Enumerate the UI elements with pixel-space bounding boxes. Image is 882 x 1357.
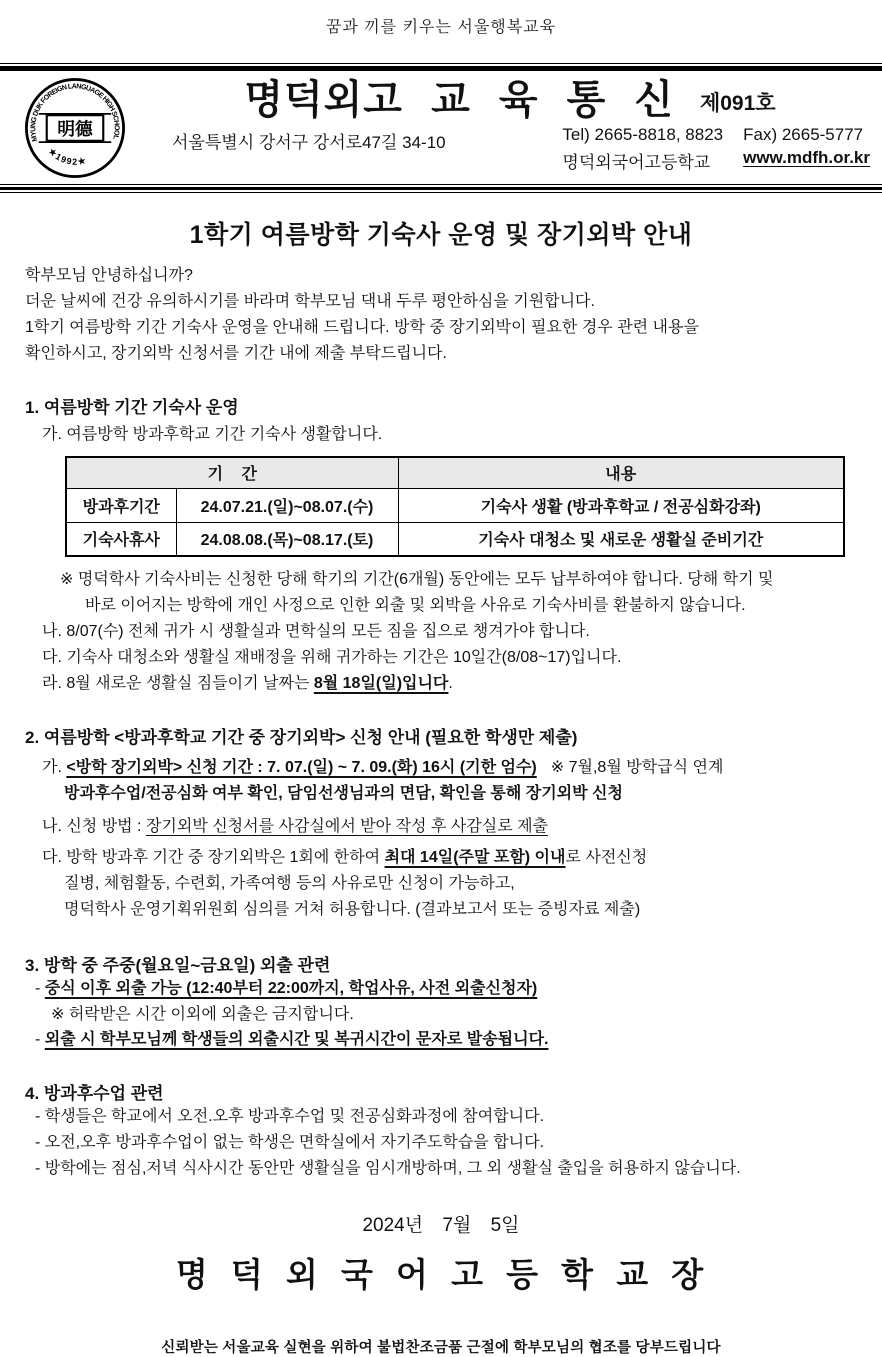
section-4-bullet-3: - 방학에는 점심,저녁 식사시간 동안만 생활실을 임시개방하며, 그 외 생활실 출입을 허용하지 않습니다. — [35, 1159, 741, 1177]
principal-signature: 명 덕 외 국 어 고 등 학 교 장 — [175, 1255, 707, 1293]
top-slogan: 꿈과 끼를 키우는 서울행복교육 — [325, 19, 557, 36]
newsletter-title: 명덕외고 교 육 통 신 — [244, 77, 674, 122]
seal-year-text: ★1992★ — [46, 145, 88, 167]
greeting-line: 확인하시고, 장기외박 신청서를 기간 내에 제출 부탁드립니다. — [25, 345, 447, 362]
header-bottom-rule — [0, 184, 882, 194]
row-dates: 24.08.08.(목)~08.17.(토) — [176, 522, 398, 556]
row-desc: 기숙사 생활 (방과후학교 / 전공심화강좌) — [398, 488, 844, 522]
document-title: 1학기 여름방학 기숙사 운영 및 장기외박 안내 — [189, 221, 693, 249]
item-na-prefix: 나. 신청 방법 : — [42, 818, 146, 835]
masthead — [0, 71, 882, 184]
application-period-emphasis: <방학 장기외박> 신청 기간 : 7. 07.(일) ~ 7. 09.(화) 16시 (기한 엄수) — [66, 759, 537, 776]
max-days-emphasis: 최대 14일(주말 포함) 이내 — [384, 849, 566, 866]
website-url: www.mdfh.or.kr — [743, 147, 870, 167]
issue-number: 제091호 — [699, 91, 776, 115]
sms-notification-emphasis: 외출 시 학부모님께 학생들의 외출시간 및 복귀시간이 문자로 발송됩니다. — [44, 1031, 549, 1048]
item-da-suffix: 로 사전신청 — [565, 849, 648, 866]
section-2-item-da — [25, 845, 857, 871]
section-3-bullet-1 — [25, 976, 857, 1002]
greeting-line: 학부모님 안녕하십니까? — [25, 267, 193, 284]
item-ra-suffix: . — [448, 675, 453, 692]
bullet-dash: - — [35, 980, 45, 997]
dorm-schedule-table — [65, 456, 845, 557]
section-3-note: ※ 허락받은 시간 이외에 외출은 금지합니다. — [51, 1005, 354, 1023]
application-method-underline: 장기외박 신청서를 사감실에서 받아 작성 후 사감실로 제출 — [145, 818, 549, 835]
greeting-line: 더운 날씨에 건강 유의하시기를 바라며 학부모님 댁내 두루 평안하심을 기원합니다. — [25, 293, 595, 310]
section-2-heading: 2. 여름방학 <방과후학교 기간 중 장기외박> 신청 안내 (필요한 학생만 제출) — [25, 728, 578, 747]
row-desc: 기숙사 대청소 및 새로운 생활실 준비기간 — [398, 522, 844, 556]
section-1-heading: 1. 여름방학 기간 기숙사 운영 — [25, 398, 239, 417]
section-2-item-na — [25, 814, 857, 840]
table-row — [66, 488, 844, 522]
dorm-fee-note-line1: ※ 명덕학사 기숙사비는 신청한 당해 학기의 기간(6개월) 동안에는 모두 납부하여야 합니다. 당해 학기 및 — [60, 571, 774, 588]
greeting-line: 1학기 여름방학 기간 기숙사 운영을 안내해 드립니다. 방학 중 장기외박이 필요한 경우 관련 내용을 — [25, 319, 699, 336]
school-address: 서울특별시 강서구 강서로47길 34-10 — [172, 132, 446, 152]
greeting-paragraph — [25, 263, 857, 367]
table-header-row — [66, 457, 844, 488]
section-1-item-da: 다. 기숙사 대청소와 생활실 재배정을 위해 귀가하는 기간은 10일간(8/08~17)입니다. — [42, 649, 622, 666]
item-da-prefix: 다. 방학 방과후 기간 중 장기외박은 1회에 한하여 — [42, 849, 385, 866]
dorm-fee-note-line2: 바로 이어지는 방학에 개인 사정으로 인한 외출 및 외박을 사유로 기숙사비를 환불하지 않습니다. — [85, 597, 746, 614]
bottom-slogan: 신뢰받는 서울교육 실현을 위하여 불법찬조금품 근절에 학부모님의 협조를 당부드립니다 — [161, 1339, 721, 1356]
section-2-item-ga-line2: 방과후수업/전공심화 여부 확인, 담임선생님과의 면담, 확인을 통해 장기외박 신청 — [64, 785, 623, 802]
table-header-period: 기 간 — [66, 457, 398, 488]
meal-plan-note: ※ 7월,8월 방학급식 연계 — [550, 759, 724, 776]
section-2-item-ga — [25, 755, 857, 781]
section-4-heading: 4. 방과후수업 관련 — [25, 1083, 164, 1103]
bullet-dash: - — [35, 1031, 45, 1048]
item-ga-prefix: 가. — [42, 759, 67, 776]
item-ra-prefix: 라. 8월 새로운 생활실 짐들이기 날짜는 — [42, 675, 314, 692]
section-3-bullet-2 — [25, 1027, 857, 1053]
section-3-weekday-outing — [25, 951, 857, 1053]
row-label: 기숙사휴사 — [66, 522, 176, 556]
header-top-rule — [0, 63, 882, 71]
masthead-info-row — [150, 125, 870, 173]
section-3-heading: 3. 방학 중 주중(월요일~금요일) 외출 관련 — [25, 956, 331, 975]
section-4-bullet-1: - 학생들은 학교에서 오전.오후 방과후수업 및 전공심화과정에 참여합니다. — [35, 1107, 545, 1125]
outing-allowed-emphasis: 중식 이후 외출 가능 (12:40부터 22:00까지, 학업사유, 사전 외출신청자) — [44, 980, 538, 997]
issue-date: 2024년 7월 5일 — [362, 1214, 520, 1236]
seal-ring-text: MYUNG DUK FOREIGN LANGUAGE HIGH SCHOOL — [30, 82, 120, 142]
school-seal-logo — [22, 75, 128, 181]
section-1-dormitory-operation — [25, 393, 857, 697]
school-name: 명덕외국어고등학교 — [562, 152, 711, 172]
fax-number: Fax) 2665-5777 — [743, 124, 864, 144]
section-1-item-ra — [25, 671, 857, 697]
row-label: 방과후기간 — [66, 488, 176, 522]
masthead-title-row — [150, 77, 870, 123]
section-2-long-leave-application — [25, 723, 857, 923]
seal-center-text: 明德 — [57, 118, 93, 139]
section-2-item-da-line2: 질병, 체험활동, 수련회, 가족여행 등의 사유로만 신청이 가능하고, — [64, 875, 515, 892]
move-in-date-emphasis: 8월 18일(일)입니다 — [313, 675, 449, 692]
section-4-afterschool-classes — [25, 1079, 857, 1182]
section-2-item-da-line3: 명덕학사 운영기획위원회 심의를 거쳐 허용합니다. (결과보고서 또는 증빙자료 제출) — [64, 901, 641, 918]
section-4-bullet-2: - 오전,오후 방과후수업이 없는 학생은 면학실에서 자기주도학습을 합니다. — [35, 1133, 545, 1151]
section-1-item-ga: 가. 여름방학 방과후학교 기간 기숙사 생활합니다. — [42, 426, 383, 443]
table-header-content: 내용 — [398, 457, 844, 488]
tel-number: Tel) 2665-8818, 8823 — [562, 124, 724, 144]
contact-block — [562, 125, 870, 173]
table-row — [66, 522, 844, 556]
section-1-item-na: 나. 8/07(수) 전체 귀가 시 생활실과 면학실의 모든 짐을 집으로 챙겨가야 합니다. — [42, 623, 590, 640]
row-dates: 24.07.21.(일)~08.07.(수) — [176, 488, 398, 522]
